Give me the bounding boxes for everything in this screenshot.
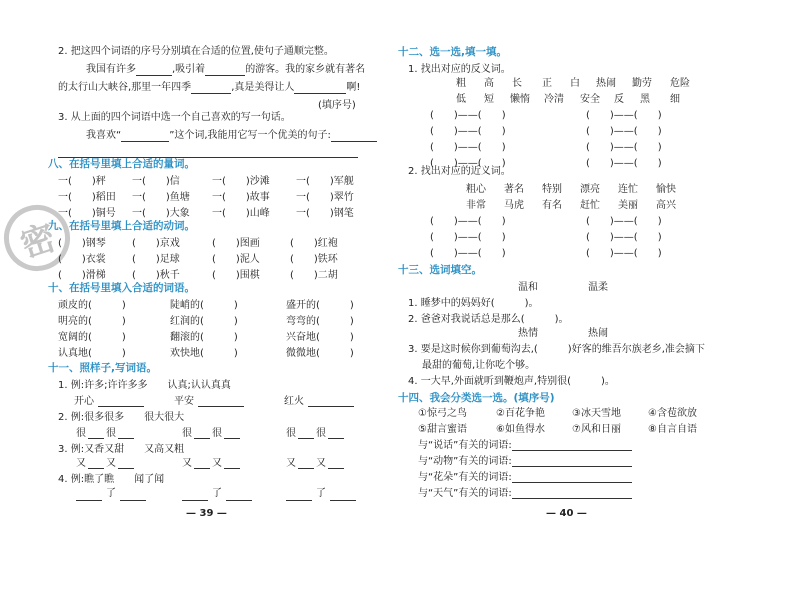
s11-pattern-char: 又 [182, 458, 192, 469]
answer-pair[interactable]: ( )——( ) [430, 126, 506, 137]
verb-item[interactable]: ( )钢琴 [58, 238, 106, 249]
phrase-item[interactable]: 宽阔的( ) [58, 332, 126, 343]
s11-pattern-char: 很 [182, 428, 192, 439]
measure-word-item[interactable]: 一( )山峰 [212, 208, 270, 219]
antonym-word: 白 [570, 78, 580, 89]
s13-word-1: 温和 [518, 282, 538, 293]
s11-pattern-char: 又 [76, 458, 86, 469]
measure-word-item[interactable]: 一( )钢笔 [296, 208, 354, 219]
idiom-option: ④含苞欲放 [648, 408, 697, 419]
answer-blank[interactable] [328, 428, 344, 439]
stamp-char: 密 [15, 217, 61, 266]
s11-example-2: 2. 例:很多很多 很大很大 [58, 412, 185, 423]
answer-blank[interactable] [88, 458, 104, 469]
answer-pair[interactable]: ( )——( ) [586, 158, 662, 169]
answer-pair[interactable]: ( )——( ) [586, 110, 662, 121]
page-number-right: — 40 — [546, 508, 587, 519]
q2-line1 [86, 64, 365, 76]
answer-pair[interactable]: ( )——( ) [430, 248, 506, 259]
phrase-item[interactable]: 欢快地( ) [170, 348, 238, 359]
blank[interactable] [191, 83, 231, 94]
idiom-option: ⑦风和日丽 [572, 424, 621, 435]
answer-blank[interactable] [198, 396, 244, 407]
answer-blank[interactable] [194, 458, 210, 469]
s11-word: 红火 [284, 396, 304, 407]
antonym-word: 安全 [580, 94, 600, 105]
answer-blank[interactable] [98, 396, 144, 407]
phrase-item[interactable]: 兴奋地( ) [286, 332, 354, 343]
antonym-word: 懒惰 [510, 94, 530, 105]
section-14-title: 十四、我会分类选一选。(填序号) [398, 392, 555, 404]
answer-blank[interactable] [512, 488, 632, 499]
answer-blank[interactable] [118, 428, 134, 439]
antonym-word: 黑 [640, 94, 650, 105]
s13-q3-a: 3. 要是这时候你到葡萄沟去,( )好客的维吾尔族老乡,准会摘下 [408, 344, 705, 355]
q2-line1-b: ,吸引着 [172, 64, 206, 75]
answer-blank[interactable] [182, 490, 208, 501]
section-13-title: 十三、选词填空。 [398, 264, 482, 276]
answer-blank[interactable] [330, 490, 356, 501]
synonym-word: 高兴 [656, 200, 676, 211]
q3-line-b: ”这个词,我能用它写一个优美的句子: [169, 130, 331, 141]
antonym-word: 细 [670, 94, 680, 105]
antonym-word: 高 [484, 78, 494, 89]
q2-line1-c: 的游客。我的家乡就有著名 [245, 64, 366, 75]
s14-category-label: 与“花朵”有关的词语: [418, 472, 512, 483]
q2-line2-a: 的太行山大峡谷,那里一年四季 [58, 82, 192, 93]
s13-q1: 1. 睡梦中的妈妈好( )。 [408, 298, 539, 309]
s11-pattern-char: 又 [316, 458, 326, 469]
s13-q3-b: 最甜的葡萄,让你吃个够。 [422, 360, 536, 371]
answer-pair[interactable]: ( )——( ) [586, 142, 662, 153]
s11-pattern-char: 了 [316, 488, 326, 499]
blank[interactable] [121, 131, 169, 142]
q2-instruction: 2. 把这四个词语的序号分别填在合适的位置,使句子通顺完整。 [58, 46, 334, 57]
phrase-item[interactable]: 明亮的( ) [58, 316, 126, 327]
q2-note: (填序号) [318, 100, 356, 111]
s11-example-4: 4. 例:瞧了瞧 闻了闻 [58, 474, 165, 485]
answer-blank[interactable] [512, 440, 632, 451]
measure-word-item[interactable]: 一( )沙滩 [212, 176, 270, 187]
answer-blank[interactable] [224, 458, 240, 469]
verb-item[interactable]: ( )二胡 [290, 270, 338, 281]
antonym-word: 冷清 [544, 94, 564, 105]
synonym-word: 漂亮 [580, 184, 600, 195]
measure-word-item[interactable]: 一( )秤 [58, 176, 106, 187]
antonym-word: 危险 [670, 78, 690, 89]
s11-pattern-char: 很 [316, 428, 326, 439]
s14-category-label: 与“说话”有关的词语: [418, 440, 512, 451]
s12-q2: 2. 找出对应的近义词。 [408, 166, 511, 177]
s11-word: 开心 [74, 396, 94, 407]
q3-line [86, 130, 377, 142]
answer-pair[interactable]: ( )——( ) [430, 158, 506, 169]
s14-category-label: 与“动物”有关的词语: [418, 456, 512, 467]
verb-item[interactable]: ( )围棋 [212, 270, 260, 281]
phrase-item[interactable]: 顽皮的( ) [58, 300, 126, 311]
s11-example-3: 3. 例:又香又甜 又高又粗 [58, 444, 185, 455]
measure-word-item[interactable]: 一( )故事 [212, 192, 270, 203]
section-8-title: 八、在括号里填上合适的量词。 [48, 158, 195, 170]
synonym-word: 有名 [542, 200, 562, 211]
s11-pattern-char: 又 [212, 458, 222, 469]
s11-pattern-char: 很 [212, 428, 222, 439]
antonym-word: 低 [456, 94, 466, 105]
answer-blank[interactable] [224, 428, 240, 439]
idiom-option: ②百花争艳 [496, 408, 545, 419]
right-page [400, 0, 800, 590]
blank[interactable] [331, 131, 377, 142]
measure-word-item[interactable]: 一( )鱼塘 [132, 192, 190, 203]
verb-item[interactable]: ( )红袍 [290, 238, 338, 249]
q3-instruction: 3. 从上面的四个词语中选一个自己喜欢的写一句话。 [58, 112, 291, 123]
q2-line2 [58, 82, 360, 94]
antonym-word: 长 [512, 78, 522, 89]
answer-pair[interactable]: ( )——( ) [430, 110, 506, 121]
antonym-word: 反 [614, 94, 624, 105]
verb-item[interactable]: ( )图画 [212, 238, 260, 249]
synonym-word: 特别 [542, 184, 562, 195]
idiom-option: ①惊弓之鸟 [418, 408, 467, 419]
answer-pair[interactable]: ( )——( ) [586, 232, 662, 243]
phrase-item[interactable]: 微微地( ) [286, 348, 354, 359]
answer-blank[interactable] [512, 472, 632, 483]
synonym-word: 著名 [504, 184, 524, 195]
blank[interactable] [136, 65, 172, 76]
phrase-item[interactable]: 陡峭的( ) [170, 300, 238, 311]
q2-line2-c: 啊! [346, 82, 361, 93]
verb-item[interactable]: ( )秋千 [132, 270, 180, 281]
synonym-word: 马虎 [504, 200, 524, 211]
answer-pair[interactable]: ( )——( ) [586, 216, 662, 227]
s11-pattern-char: 了 [212, 488, 222, 499]
measure-word-item[interactable]: 一( )稻田 [58, 192, 116, 203]
section-10-title: 十、在括号里填入合适的词语。 [48, 282, 195, 294]
q3-line-a: 我喜欢“ [86, 130, 122, 141]
answer-pair[interactable]: ( )——( ) [430, 216, 506, 227]
answer-pair[interactable]: ( )——( ) [586, 126, 662, 137]
phrase-item[interactable]: 红润的( ) [170, 316, 238, 327]
phrase-item[interactable]: 认真地( ) [58, 348, 126, 359]
synonym-word: 非常 [466, 200, 486, 211]
synonym-word: 赶忙 [580, 200, 600, 211]
phrase-item[interactable]: 翻滚的( ) [170, 332, 238, 343]
answer-blank[interactable] [298, 458, 314, 469]
s13-word-3: 热情 [518, 328, 538, 339]
measure-word-item[interactable]: 一( )铜号 [58, 208, 116, 219]
s11-word: 平安 [174, 396, 194, 407]
answer-blank[interactable] [120, 490, 146, 501]
verb-item[interactable]: ( )滑梯 [58, 270, 106, 281]
verb-item[interactable]: ( )京戏 [132, 238, 180, 249]
s13-word-4: 热闹 [588, 328, 608, 339]
synonym-word: 粗心 [466, 184, 486, 195]
answer-blank[interactable] [512, 456, 632, 467]
synonym-word: 连忙 [618, 184, 638, 195]
q3-line-2 [58, 146, 358, 158]
idiom-option: ⑧自言自语 [648, 424, 697, 435]
s13-q4: 4. 一大早,外面就听到鞭炮声,特别很( )。 [408, 376, 615, 387]
blank[interactable] [58, 147, 358, 158]
s11-pattern-char: 很 [286, 428, 296, 439]
q2-line2-b: ,真是美得让人 [231, 82, 295, 93]
idiom-option: ⑥如鱼得水 [496, 424, 545, 435]
section-12-title: 十二、选一选,填一填。 [398, 46, 507, 58]
antonym-word: 短 [484, 94, 494, 105]
s12-q1: 1. 找出对应的反义词。 [408, 64, 511, 75]
synonym-word: 愉快 [656, 184, 676, 195]
phrase-item[interactable]: 盛开的( ) [286, 300, 354, 311]
verb-item[interactable]: ( )泥人 [212, 254, 260, 265]
phrase-item[interactable]: 弯弯的( ) [286, 316, 354, 327]
section-9-title: 九、在括号里填上合适的动词。 [48, 220, 195, 232]
measure-word-item[interactable]: 一( )军舰 [296, 176, 354, 187]
section-11-title: 十一、照样子,写词语。 [48, 362, 157, 374]
answer-pair[interactable]: ( )——( ) [430, 232, 506, 243]
verb-item[interactable]: ( )铁环 [290, 254, 338, 265]
answer-blank[interactable] [76, 490, 102, 501]
measure-word-item[interactable]: 一( )信 [132, 176, 180, 187]
page-number-left: — 39 — [186, 508, 227, 519]
s14-category-label: 与“天气”有关的词语: [418, 488, 512, 499]
answer-blank[interactable] [308, 396, 354, 407]
answer-blank[interactable] [226, 490, 252, 501]
antonym-word: 勤劳 [632, 78, 652, 89]
s13-q2: 2. 爸爸对我说话总是那么( )。 [408, 314, 569, 325]
answer-blank[interactable] [286, 490, 312, 501]
answer-pair[interactable]: ( )——( ) [430, 142, 506, 153]
s11-example-1: 1. 例:许多;许许多多 认真;认认真真 [58, 380, 231, 391]
idiom-option: ③冰天雪地 [572, 408, 621, 419]
s11-pattern-char: 又 [286, 458, 296, 469]
answer-blank[interactable] [328, 458, 344, 469]
antonym-word: 粗 [456, 78, 466, 89]
answer-blank[interactable] [194, 428, 210, 439]
s11-pattern-char: 很 [76, 428, 86, 439]
verb-item[interactable]: ( )足球 [132, 254, 180, 265]
s11-pattern-char: 了 [106, 488, 116, 499]
blank[interactable] [294, 83, 346, 94]
blank[interactable] [205, 65, 245, 76]
q2-line1-a: 我国有许多 [86, 64, 136, 75]
synonym-word: 美丽 [618, 200, 638, 211]
idiom-option: ⑤甜言蜜语 [418, 424, 467, 435]
s11-pattern-char: 很 [106, 428, 116, 439]
s13-word-2: 温柔 [588, 282, 608, 293]
answer-blank[interactable] [298, 428, 314, 439]
answer-blank[interactable] [118, 458, 134, 469]
measure-word-item[interactable]: 一( )翠竹 [296, 192, 354, 203]
antonym-word: 热闹 [596, 78, 616, 89]
s11-pattern-char: 又 [106, 458, 116, 469]
measure-word-item[interactable]: 一( )大象 [132, 208, 190, 219]
answer-pair[interactable]: ( )——( ) [586, 248, 662, 259]
answer-blank[interactable] [88, 428, 104, 439]
antonym-word: 正 [542, 78, 552, 89]
verb-item[interactable]: ( )衣裳 [58, 254, 106, 265]
